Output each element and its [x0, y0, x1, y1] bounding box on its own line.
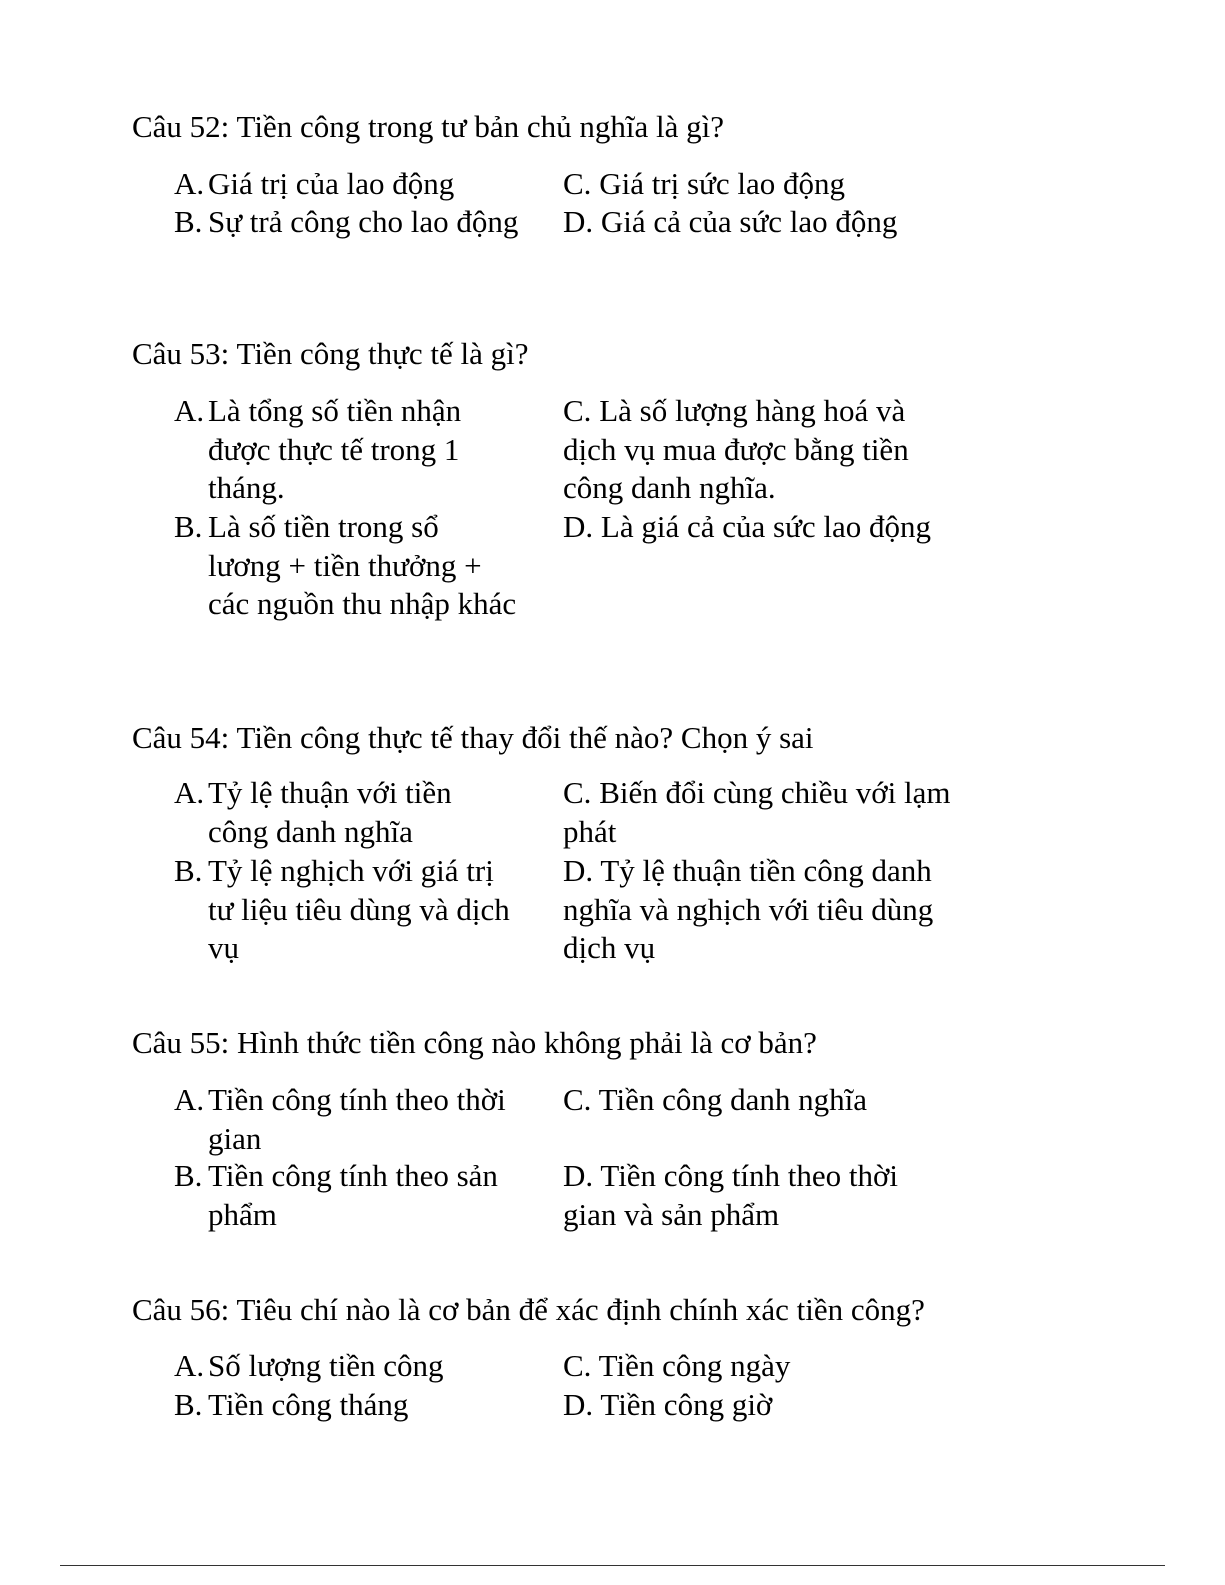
- option-text: Biến đổi cùng chiều với lạm phát: [563, 775, 951, 849]
- option-letter: A.: [174, 393, 205, 428]
- option-text: Tiền công tính theo thời gian: [208, 1082, 506, 1156]
- option-d: [563, 1157, 953, 1234]
- option-a: [174, 165, 519, 204]
- option-letter: D.: [563, 1158, 594, 1193]
- option-text: Sự trả công cho lao động: [208, 204, 519, 239]
- question-title: Câu 55: Hình thức tiền công nào không phải là cơ bản?: [132, 1025, 817, 1060]
- option-letter: C.: [563, 393, 592, 428]
- option-b: [174, 203, 519, 242]
- option-text: Tỷ lệ nghịch với giá trị tư liệu tiêu dùng và dịch vụ: [208, 853, 510, 965]
- option-text: Tiền công tính theo thời gian và sản phẩm: [563, 1158, 899, 1232]
- option-c: [563, 392, 953, 508]
- option-letter: B.: [174, 204, 203, 239]
- option-c: [563, 1347, 953, 1386]
- option-text: Tiền công tính theo sản phẩm: [208, 1158, 498, 1232]
- option-d: [563, 508, 953, 547]
- option-text: Là số tiền trong sổ lương + tiền thưởng + các nguồn thu nhập khác: [208, 509, 517, 621]
- option-letter: D.: [563, 204, 594, 239]
- option-a: [174, 392, 519, 508]
- option-b: [174, 1386, 519, 1425]
- option-d: [563, 1386, 953, 1425]
- option-letter: A.: [174, 166, 205, 201]
- option-text: Là tổng số tiền nhận được thực tế trong 1 tháng.: [208, 393, 462, 505]
- option-text: Là số lượng hàng hoá và dịch vụ mua được bằng tiền công danh nghĩa.: [563, 393, 909, 505]
- question-title: Câu 52: Tiền công trong tư bản chủ nghĩa là gì?: [132, 109, 724, 144]
- option-letter: D.: [563, 509, 594, 544]
- option-text: Tỷ lệ thuận với tiền công danh nghĩa: [208, 775, 452, 849]
- option-letter: C.: [563, 775, 592, 810]
- question-title: Câu 53: Tiền công thực tế là gì?: [132, 336, 529, 371]
- question-title: Câu 56: Tiêu chí nào là cơ bản để xác định chính xác tiền công?: [132, 1292, 925, 1327]
- page-bottom-rule: [60, 1565, 1165, 1566]
- option-text: Tỷ lệ thuận tiền công danh nghĩa và nghịch với tiêu dùng dịch vụ: [563, 853, 934, 965]
- option-letter: B.: [174, 1387, 203, 1422]
- option-letter: B.: [174, 1158, 203, 1193]
- option-letter: D.: [563, 1387, 594, 1422]
- option-d: [563, 852, 953, 968]
- option-letter: A.: [174, 1082, 205, 1117]
- option-c: [563, 165, 953, 204]
- option-letter: C.: [563, 166, 592, 201]
- option-b: [174, 852, 519, 968]
- option-letter: A.: [174, 775, 205, 810]
- option-a: [174, 1081, 519, 1158]
- option-text: Giá trị của lao động: [208, 166, 455, 201]
- option-letter: B.: [174, 853, 203, 888]
- option-letter: C.: [563, 1082, 592, 1117]
- option-text: Giá trị sức lao động: [599, 166, 845, 201]
- option-text: Giá cả của sức lao động: [600, 204, 898, 239]
- question-title: Câu 54: Tiền công thực tế thay đổi thế nào? Chọn ý sai: [132, 720, 814, 755]
- option-text: Tiền công danh nghĩa: [598, 1082, 867, 1117]
- option-text: Tiền công ngày: [598, 1348, 791, 1383]
- option-letter: B.: [174, 509, 203, 544]
- option-b: [174, 508, 519, 624]
- option-text: Tiền công tháng: [208, 1387, 409, 1422]
- option-d: [563, 203, 953, 242]
- option-text: Tiền công giờ: [600, 1387, 773, 1422]
- option-a: [174, 1347, 519, 1386]
- option-letter: C.: [563, 1348, 592, 1383]
- option-c: [563, 1081, 953, 1120]
- option-a: [174, 774, 519, 851]
- option-text: Số lượng tiền công: [208, 1348, 444, 1383]
- option-c: [563, 774, 953, 851]
- option-letter: D.: [563, 853, 594, 888]
- option-b: [174, 1157, 519, 1234]
- option-letter: A.: [174, 1348, 205, 1383]
- option-text: Là giá cả của sức lao động: [600, 509, 931, 544]
